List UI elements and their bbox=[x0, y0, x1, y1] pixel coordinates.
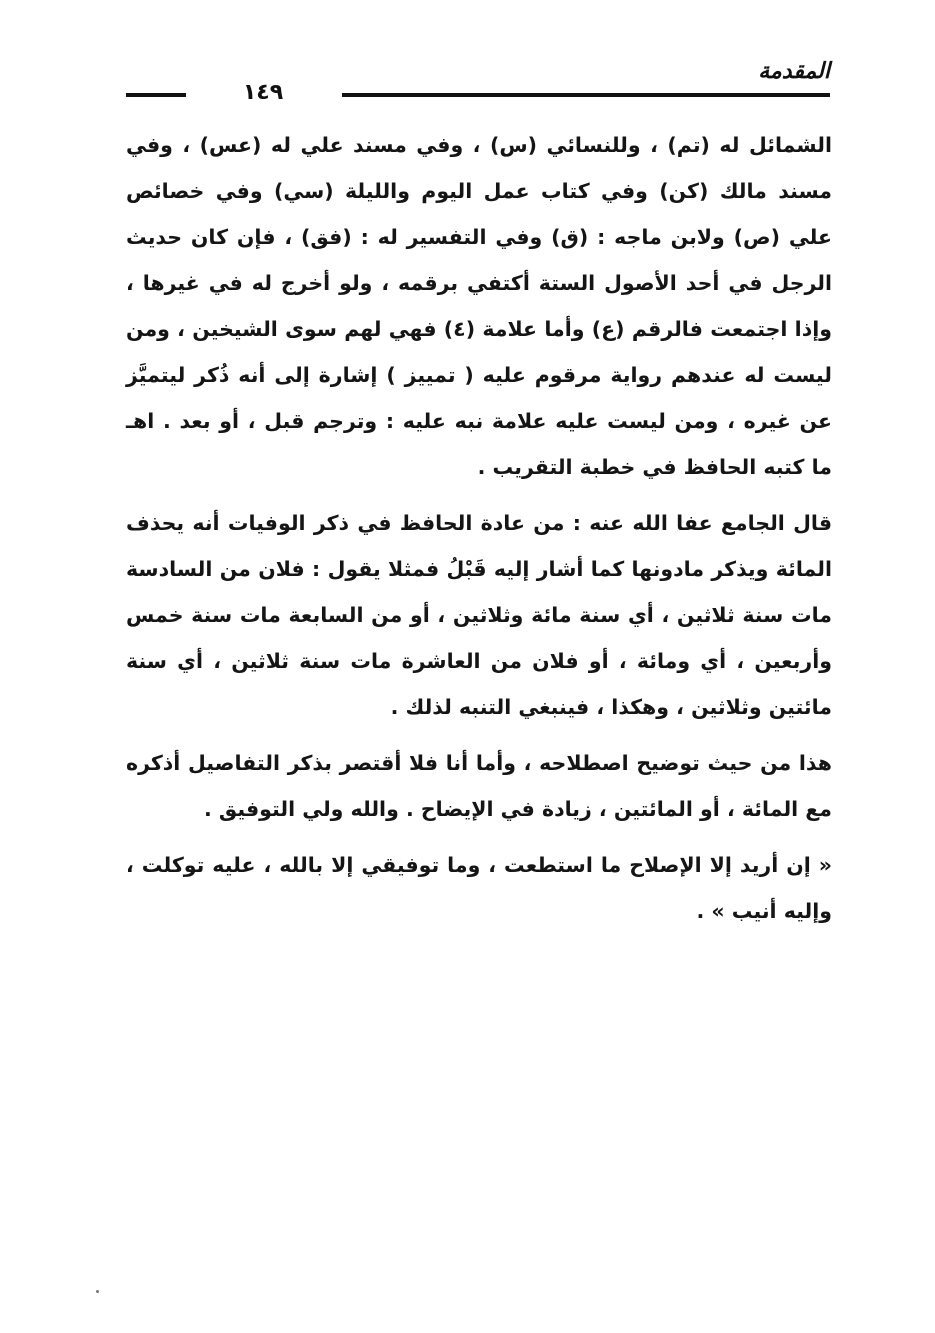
paragraph-death-years bbox=[126, 500, 832, 730]
paragraph-closing-quote bbox=[126, 842, 832, 934]
paragraph-text: من عادة الحافظ في ذكر الوفيات أنه يحذف المائة ويذكر مادونها كما أشار إليه قَبْلُ فمثلا يقول : فلان من السادسة مات سنة ثلاثين ، أي سنة مائة وثلاثين ، أو من السابعة مات سنة خمس وأربعين ، أي ومائة ، أو فلان من العاشرة مات سنة ثلاثين ، أي سنة مائتين وثلاثين ، وهكذا ، فينبغي التنبه لذلك . bbox=[126, 511, 832, 719]
paragraph-method bbox=[126, 740, 832, 832]
body-text bbox=[126, 122, 832, 934]
page-header bbox=[118, 52, 830, 112]
paragraph-abbreviations bbox=[126, 122, 832, 490]
header-rule-left bbox=[126, 93, 186, 97]
page-number: ١٤٩ bbox=[242, 80, 284, 105]
paragraph-text: هذا من حيث توضيح اصطلاحه ، وأما أنا فلا أقتصر بذكر التفاصيل أذكره مع المائة ، أو المائتين ، زيادة في الإيضاح . والله ولي التوفيق . bbox=[126, 751, 832, 821]
paper-speck bbox=[96, 1290, 99, 1293]
paragraph-text: « إن أريد إلا الإصلاح ما استطعت ، وما توفيقي إلا بالله ، عليه توكلت ، وإليه أنيب » . bbox=[126, 853, 832, 923]
running-title: المقدمة bbox=[758, 59, 830, 84]
paragraph-text: الشمائل له (تم) ، وللنسائي (س) ، وفي مسند علي له (عس) ، وفي مسند مالك (كن) وفي كتاب عمل اليوم والليلة (سي) وفي خصائص علي (ص) ولابن ماجه : (ق) وفي التفسير له : (فق) ، فإن كان حديث الرجل في أحد الأصول الستة أكتفي برقمه ، ولو أخرج له في غيرها ، وإذا اجتمعت فالرقم (ع) وأما علامة (٤) فهي لهم سوى الشيخين ، ومن ليست له عندهم رواية مرقوم عليه ( تمييز ) إشارة إلى أنه ذُكر ليتميَّز عن غيره ، ومن ليست عليه علامة نبه عليه : وترجم قبل ، أو بعد . اهـ ما كتبه الحافظ في خطبة التقريب . bbox=[126, 133, 832, 479]
header-rule-right bbox=[342, 93, 830, 97]
paragraph-lead: قال الجامع عفا الله عنه : bbox=[572, 511, 833, 535]
